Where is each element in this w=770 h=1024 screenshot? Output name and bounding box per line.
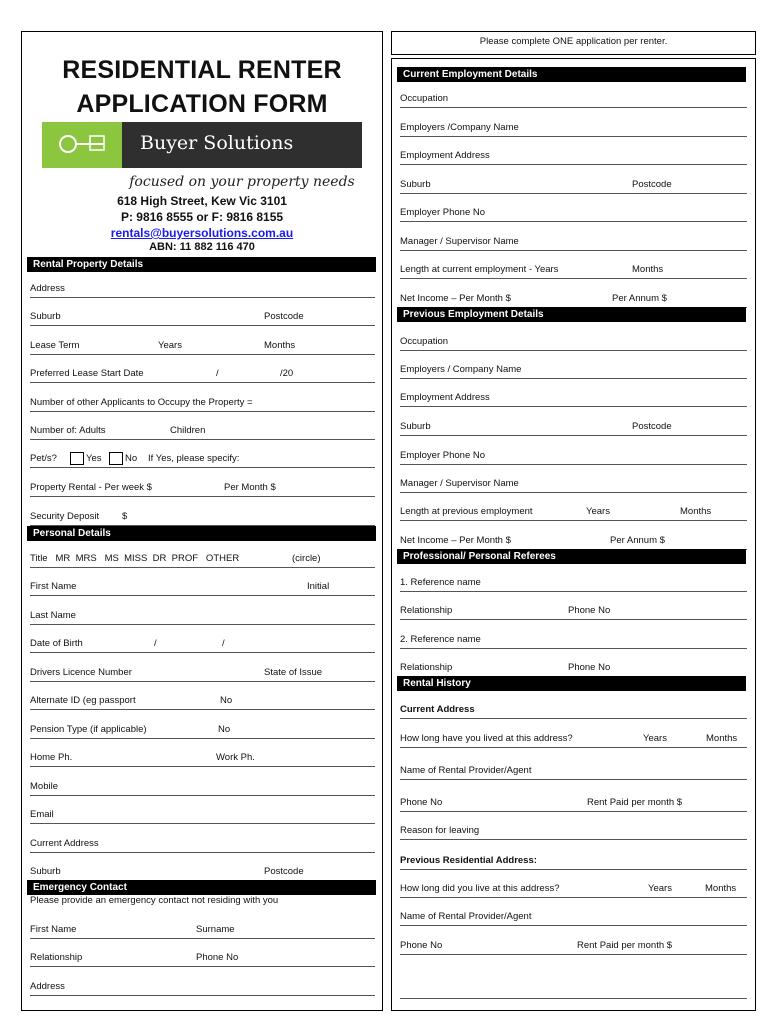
label: Postcode [632,179,672,190]
alternate-id-field[interactable] [30,694,375,710]
label: Relationship [400,605,453,616]
personal-details-heading: Personal Details [27,526,376,541]
label: Lease Term [30,340,80,351]
pension-field[interactable] [30,723,375,739]
reference1-field[interactable] [400,576,747,592]
label: / [216,368,219,379]
label: Net Income – Per Month $ [400,535,511,546]
label: Occupation [400,93,449,104]
first-name-field[interactable] [30,580,375,596]
label: Postcode [264,866,304,877]
label: Name of Rental Provider/Agent [400,765,532,776]
label: Months [680,506,712,517]
label: Suburb [400,421,431,432]
prev-employer-field[interactable] [400,363,747,379]
employer-phone-field[interactable] [400,206,747,222]
label: Years [643,733,667,744]
label: Title MR MRS MS MISS DR PROF OTHER [30,553,240,564]
label: Work Ph. [216,752,255,763]
label: Years [648,883,672,894]
label: Employer Phone No [400,207,486,218]
office-phone: P: 9816 8555 or F: 9816 8155 [120,210,284,224]
personal-suburb-field[interactable] [30,865,375,881]
prev-net-income-field[interactable] [400,534,747,550]
label: Manager / Supervisor Name [400,236,519,247]
label: Current Address [30,838,99,849]
email-field[interactable] [30,808,375,824]
label: Yes [86,453,102,464]
label: No [220,695,233,706]
emergency-relationship-field[interactable] [30,951,375,967]
how-long-field[interactable] [400,732,747,748]
label: Home Ph. [30,752,73,763]
prev-employment-address-field[interactable] [400,391,747,407]
label: How long did you live at this address? [400,883,560,894]
label: Phone No [196,952,239,963]
label: State of Issue [264,667,323,678]
other-applicants-field[interactable] [30,396,375,412]
property-suburb-field[interactable] [30,310,375,326]
phone-field[interactable] [30,751,375,767]
prev-employment-length-field[interactable] [400,505,747,521]
label: Suburb [30,311,61,322]
label: Per Month $ [224,482,276,493]
emergency-address-field[interactable] [30,980,375,996]
label: Suburb [30,866,61,877]
label: 1. Reference name [400,577,481,588]
label: Address [30,981,65,992]
label: Alternate ID (eg passport [30,695,136,706]
occupation-field[interactable] [400,92,747,108]
label: 2. Reference name [400,634,481,645]
label: Previous Residential Address: [400,855,537,866]
left-form-panel [21,31,383,1011]
label: Manager / Supervisor Name [400,478,519,489]
label: Please provide an emergency contact not residing with you [30,895,279,906]
reference2-field[interactable] [400,633,747,649]
label: Months [264,340,296,351]
label: Security Deposit [30,511,100,522]
label: Employers / Company Name [400,364,522,375]
referees-heading: Professional/ Personal Referees [397,549,746,564]
label: Employers /Company Name [400,122,519,133]
employment-length-field[interactable] [400,263,747,279]
label: Employment Address [400,150,490,161]
label: Postcode [264,311,304,322]
label: Rent Paid per month $ [587,797,683,808]
label: Pet/s? [30,453,57,464]
prev-rental-provider-field[interactable] [400,910,747,926]
label: Number of: Adults [30,425,106,436]
office-address: 618 High Street, Kew Vic 3101 [117,194,287,208]
label: Last Name [30,610,76,621]
label: Phone No [400,940,443,951]
label: Mobile [30,781,58,792]
previous-employment-heading: Previous Employment Details [397,307,746,322]
label: Phone No [568,662,611,673]
prev-suburb-field[interactable] [400,420,747,436]
label: Phone No [400,797,443,808]
label: Email [30,809,54,820]
employment-address-field[interactable] [400,149,747,165]
label: Drivers Licence Number [30,667,132,678]
label: Children [170,425,206,436]
dob-field[interactable] [30,637,375,653]
rental-property-heading: Rental Property Details [27,257,376,272]
employer-field[interactable] [400,121,747,137]
label: Number of other Applicants to Occupy the Property = [30,397,253,408]
lease-term-field[interactable] [30,339,375,355]
label: /20 [280,368,294,379]
logo-name: Buyer Solutions [122,122,362,168]
label: Relationship [30,952,83,963]
pets-field[interactable] [30,452,375,468]
form-title-line2: APPLICATION FORM [76,90,328,118]
label: First Name [30,581,77,592]
mobile-field[interactable] [30,780,375,796]
notice-text: Please complete ONE application per renter. [479,36,668,47]
rental-phone-field[interactable] [400,796,747,812]
label: Rent Paid per month $ [577,940,673,951]
net-income-field[interactable] [400,292,747,308]
title-field[interactable] [30,552,375,568]
label: Property Rental - Per week $ [30,482,152,493]
label: Relationship [400,662,453,673]
pets-no-checkbox[interactable] [109,452,123,465]
rental-provider-field[interactable] [400,764,747,780]
reference1-relationship-field[interactable] [400,604,747,620]
label: Reason for leaving [400,825,480,836]
rental-history-heading: Rental History [397,676,746,691]
label: Name of Rental Provider/Agent [400,911,532,922]
prev-employer-phone-field[interactable] [400,449,747,465]
prev-occupation-field[interactable] [400,335,747,351]
abn: ABN: 11 882 116 470 [149,241,255,253]
label: Per Annum $ [612,293,667,304]
label: Address [30,283,65,294]
label: / [154,638,157,649]
security-deposit-field[interactable] [30,510,375,526]
label: Length at current employment - Years [400,264,559,275]
prev-rental-phone-field[interactable] [400,939,747,955]
label: Occupation [400,336,449,347]
prev-how-long-field[interactable] [400,882,747,898]
manager-field[interactable] [400,235,747,251]
label: Postcode [632,421,672,432]
label: First Name [30,924,77,935]
label: Years [158,340,182,351]
occupants-field[interactable] [30,424,375,440]
emergency-name-field[interactable] [30,923,375,939]
licence-field[interactable] [30,666,375,682]
label: Years [586,506,610,517]
blank-line-field[interactable] [400,983,747,999]
label: Suburb [400,179,431,190]
label: Employer Phone No [400,450,486,461]
label: / [222,638,225,649]
label: How long have you lived at this address? [400,733,573,744]
label: Per Annum $ [610,535,665,546]
label: Net Income – Per Month $ [400,293,511,304]
emergency-note [30,894,375,910]
property-rental-field[interactable] [30,481,375,497]
pets-yes-checkbox[interactable] [70,452,84,465]
reference2-relationship-field[interactable] [400,661,747,677]
form-title-line1: RESIDENTIAL RENTER [62,56,342,84]
label: Months [706,733,738,744]
current-address-label [400,703,747,719]
current-address-field[interactable] [30,837,375,853]
employment-suburb-field[interactable] [400,178,747,194]
label: Pension Type (if applicable) [30,724,147,735]
label: Months [705,883,737,894]
label: If Yes, please specify: [148,453,240,464]
label: $ [122,511,128,522]
label: Length at previous employment [400,506,533,517]
label: No [125,453,138,464]
reason-for-leaving-field[interactable] [400,824,747,840]
logo-tagline: focused on your property needs [129,174,355,190]
label: Current Address [400,704,475,715]
label: No [218,724,231,735]
label: Preferred Lease Start Date [30,368,144,379]
label: Employment Address [400,392,490,403]
label: Date of Birth [30,638,83,649]
prev-manager-field[interactable] [400,477,747,493]
previous-address-label [400,854,747,870]
emergency-contact-heading: Emergency Contact [27,880,376,895]
property-address-field[interactable] [30,282,375,298]
right-form-panel [391,58,756,1011]
label: (circle) [292,553,321,564]
lease-start-field[interactable] [30,367,375,383]
label: Phone No [568,605,611,616]
label: Initial [307,581,330,592]
last-name-field[interactable] [30,609,375,625]
key-logo-icon [42,122,122,168]
current-employment-heading: Current Employment Details [397,67,746,82]
label: Months [632,264,664,275]
label: Surname [196,924,235,935]
email-link[interactable]: rentals@buyersolutions.com.au [110,226,294,240]
notice-box [391,31,756,55]
